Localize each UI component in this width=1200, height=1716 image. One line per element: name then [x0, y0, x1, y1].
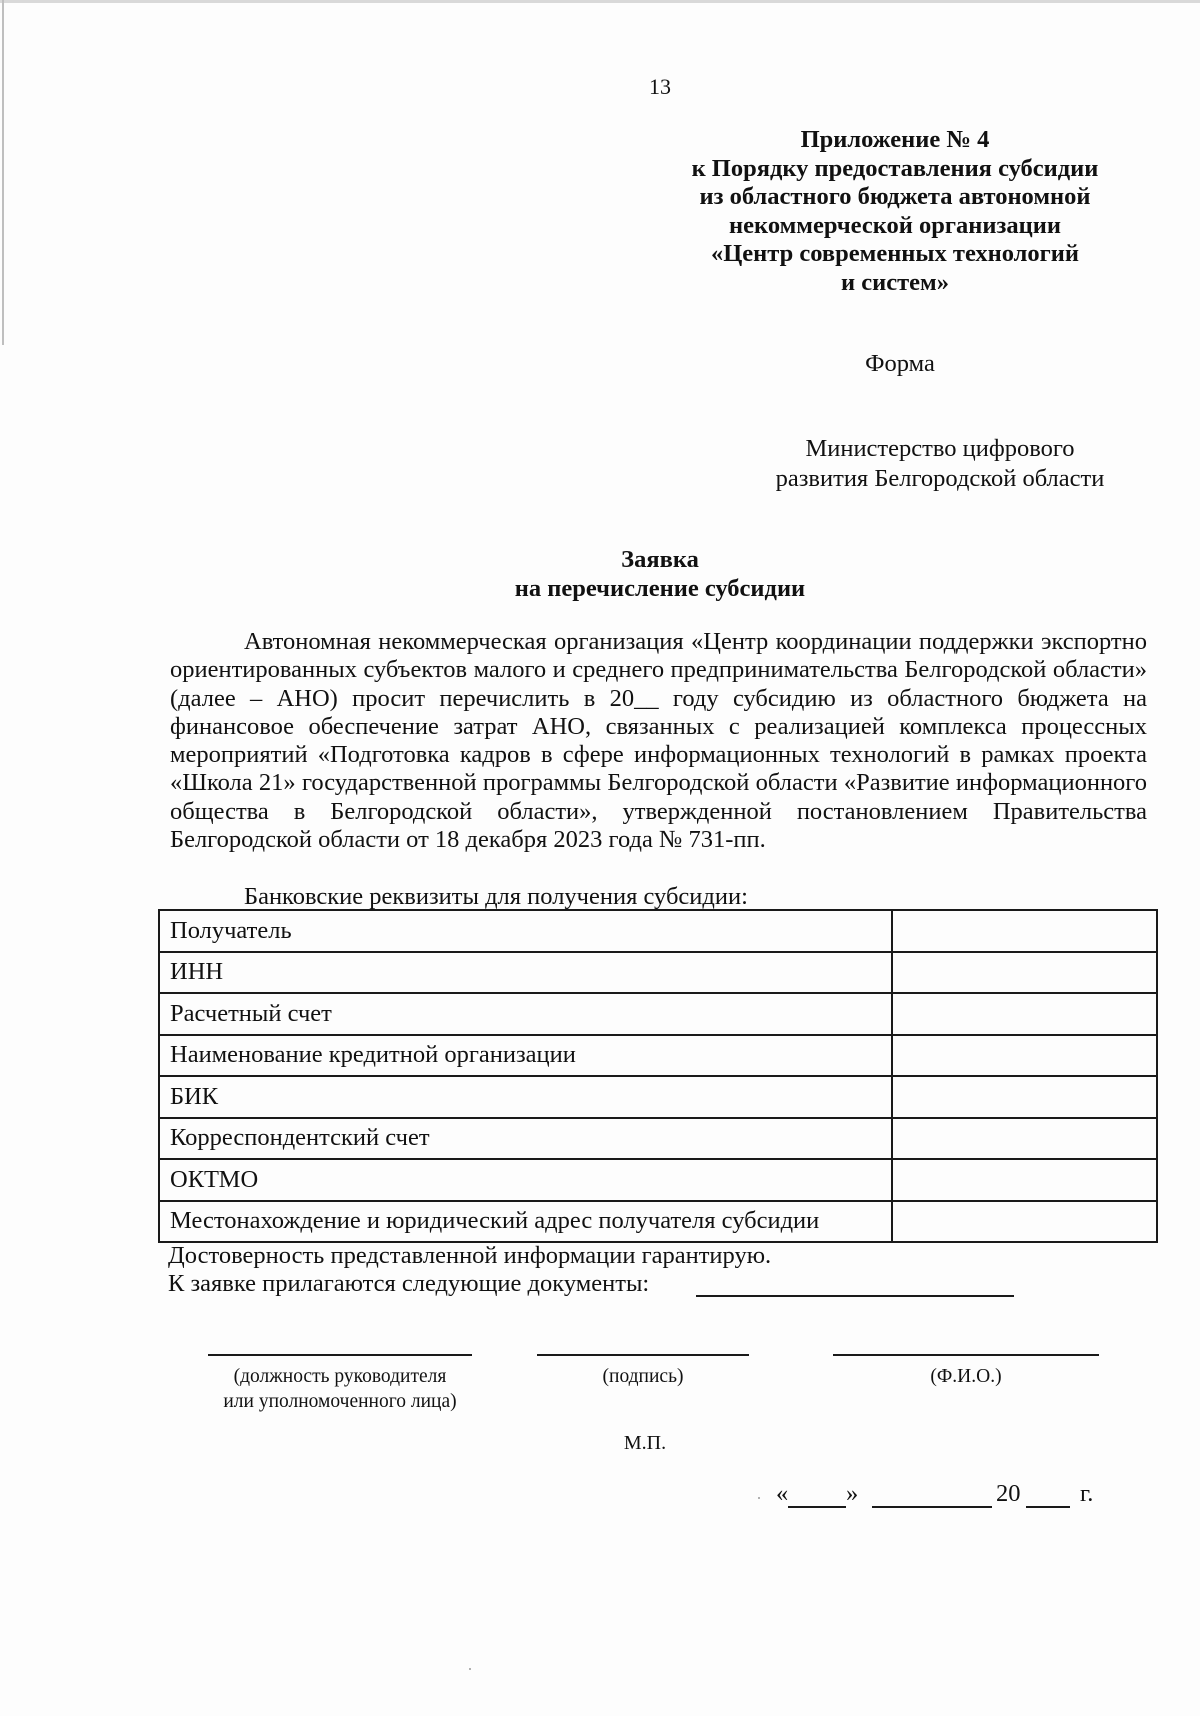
appendix-header — [660, 126, 1130, 297]
date-close-quote: » — [846, 1480, 859, 1507]
year-blank-line[interactable] — [1026, 1506, 1070, 1508]
requisite-value-field[interactable] — [892, 993, 1157, 1035]
requisite-label: Наименование кредитной организации — [159, 1035, 892, 1077]
table-row — [159, 910, 1157, 952]
scan-edge-left — [2, 0, 4, 345]
month-blank-line[interactable] — [872, 1506, 992, 1508]
position-caption-line-1: (должность руководителя — [233, 1366, 447, 1387]
requisite-label: ИНН — [159, 952, 892, 994]
bank-requisites-table — [158, 909, 1158, 1243]
name-blank-line[interactable] — [833, 1354, 1099, 1356]
scan-speck — [758, 1497, 760, 1499]
appendix-line: из областного бюджета автономной — [699, 183, 1091, 210]
requisite-value-field[interactable] — [892, 1118, 1157, 1160]
page-number: 13 — [649, 74, 671, 99]
document-title — [420, 545, 900, 603]
requisite-label: ОКТМО — [159, 1159, 892, 1201]
table-row — [159, 1035, 1157, 1077]
form-label: Форма — [865, 350, 935, 377]
table-row — [159, 1159, 1157, 1201]
stamp-place-label: М.П. — [623, 1432, 667, 1454]
attachments-blank-line[interactable] — [696, 1295, 1014, 1297]
requisite-value-field[interactable] — [892, 1201, 1157, 1243]
appendix-line: и систем» — [841, 268, 949, 296]
date-open-quote: « — [776, 1480, 789, 1507]
appendix-line: «Центр современных технологий — [711, 240, 1079, 267]
requisite-label: Расчетный счет — [159, 993, 892, 1035]
date-line — [776, 1480, 1106, 1510]
signature-caption: (подпись) — [602, 1366, 684, 1387]
request-text: Автономная некоммерческая организация «Центр координации поддержки экспортно ориентированных субъектов малого и среднего предпринимательства Белгородской области» (далее – АНО) просит перечислить в 20__ году субсидию из областного бюджета на финансовое обеспечение затрат АНО, связанных с реализацией комплекса процессных мероприятий «Подготовка кадров в сфере информационных технологий в рамках проекта «Школа 21» государственной программы Белгородской области «Развитие информационного общества в Белгородской области», утвержденной постановлением Правительства Белгородской области от 18 декабря 2023 года № 731-пп. — [170, 628, 1147, 854]
title-line-1: Заявка — [621, 546, 699, 573]
requisite-value-field[interactable] — [892, 1159, 1157, 1201]
position-blank-line[interactable] — [208, 1354, 472, 1356]
requisite-label: Получатель — [159, 910, 892, 952]
date-year-prefix: 20 — [996, 1480, 1021, 1507]
requisite-value-field[interactable] — [892, 1076, 1157, 1118]
requisite-value-field[interactable] — [892, 910, 1157, 952]
signature-blank-line[interactable] — [537, 1354, 749, 1356]
name-caption: (Ф.И.О.) — [930, 1366, 1002, 1387]
table-row — [159, 993, 1157, 1035]
requisite-label: Местонахождение и юридический адрес получателя субсидии — [159, 1201, 892, 1243]
request-paragraph — [170, 628, 1147, 854]
position-caption-line-2: или уполномоченного лица) — [223, 1391, 457, 1412]
date-year-suffix: г. — [1080, 1480, 1094, 1507]
table-row — [159, 1118, 1157, 1160]
position-caption — [190, 1364, 490, 1414]
addressee — [740, 434, 1140, 494]
addressee-line-2: развития Белгородской области — [775, 465, 1105, 492]
guarantee-statement: Достоверность представленной информации гарантирую. — [168, 1242, 772, 1269]
requisite-label: БИК — [159, 1076, 892, 1118]
table-row — [159, 1201, 1157, 1243]
requisite-value-field[interactable] — [892, 1035, 1157, 1077]
day-blank-line[interactable] — [788, 1506, 846, 1508]
requisite-label: Корреспондентский счет — [159, 1118, 892, 1160]
bank-requisites-caption: Банковские реквизиты для получения субсидии: — [244, 883, 748, 910]
appendix-line: Приложение № 4 — [800, 126, 990, 153]
table-row — [159, 1076, 1157, 1118]
attachments-label: К заявке прилагаются следующие документы: — [168, 1270, 650, 1297]
scan-edge-top — [0, 0, 1200, 3]
appendix-line: некоммерческой организации — [729, 211, 1061, 239]
title-line-2: на перечисление субсидии — [514, 575, 806, 602]
table-row — [159, 952, 1157, 994]
appendix-line: к Порядку предоставления субсидии — [691, 154, 1099, 182]
scan-speck — [469, 1668, 471, 1670]
requisite-value-field[interactable] — [892, 952, 1157, 994]
addressee-line-1: Министерство цифрового — [805, 435, 1075, 462]
